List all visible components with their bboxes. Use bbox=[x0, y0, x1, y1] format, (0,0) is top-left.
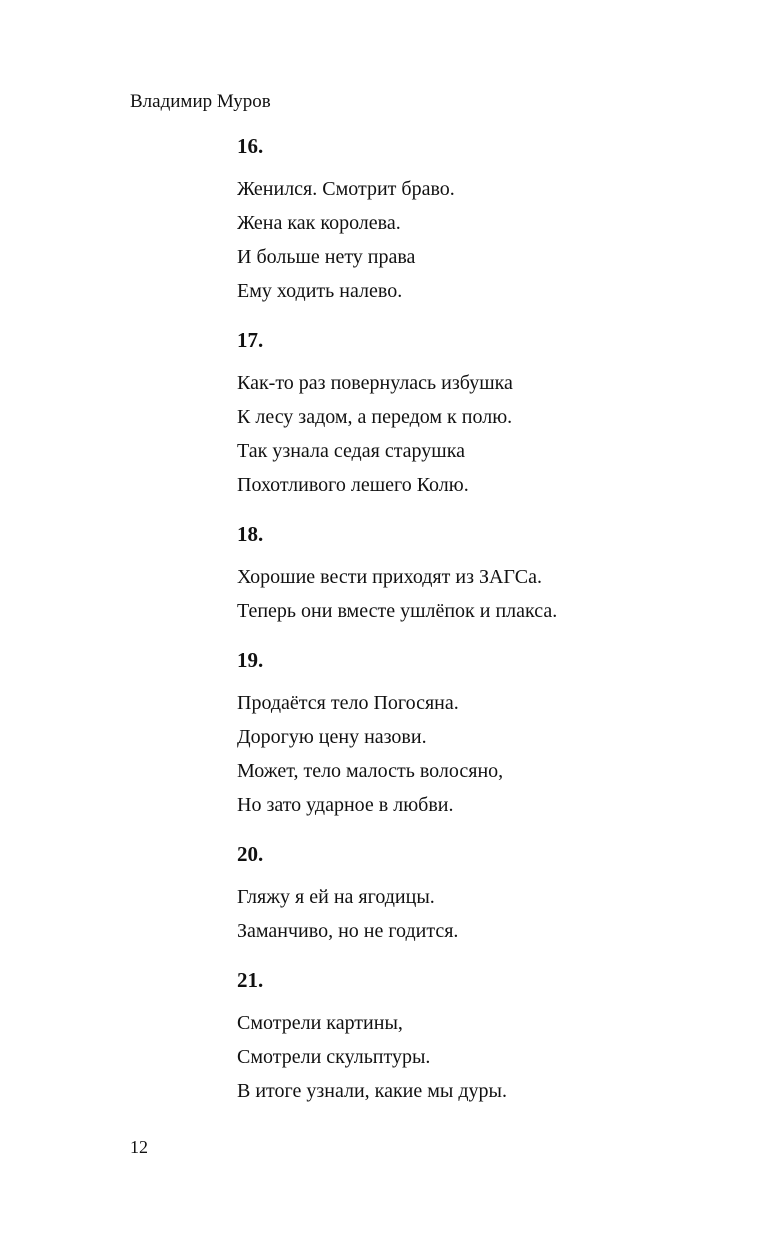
poem-line: Хорошие вести приходят из ЗАГСа. bbox=[237, 566, 542, 588]
poem-line: Но зато ударное в любви. bbox=[237, 794, 454, 816]
poem-line: К лесу задом, а передом к полю. bbox=[237, 406, 513, 428]
poem-line: Гляжу я ей на ягодицы. bbox=[237, 886, 435, 908]
poem-20 bbox=[237, 841, 737, 948]
poem-line: Дорогую цену назови. bbox=[237, 726, 427, 748]
poem-number: 18. bbox=[237, 522, 264, 546]
poem-number: 16. bbox=[237, 134, 264, 158]
poem-number: 21. bbox=[237, 968, 264, 992]
poem-line: Жена как королева. bbox=[237, 212, 401, 234]
page-number: 12 bbox=[130, 1137, 148, 1157]
poem-line: Похотливого лешего Колю. bbox=[237, 474, 469, 496]
poem-16 bbox=[237, 133, 737, 308]
poem-line: Теперь они вместе ушлёпок и плакса. bbox=[237, 600, 558, 622]
poem-line: Заманчиво, но не годится. bbox=[237, 920, 459, 942]
poem-number: 19. bbox=[237, 648, 264, 672]
poem-line: В итоге узнали, какие мы дуры. bbox=[237, 1080, 507, 1102]
poem-list bbox=[237, 133, 737, 1127]
poem-line: Смотрели скульптуры. bbox=[237, 1046, 431, 1068]
running-head-author: Владимир Муров bbox=[130, 91, 271, 112]
poem-line: Как-то раз повернулась избушка bbox=[237, 372, 513, 394]
poem-line: Женился. Смотрит браво. bbox=[237, 178, 455, 200]
poem-line: Продаётся тело Погосяна. bbox=[237, 692, 459, 714]
poem-line: И больше нету права bbox=[237, 246, 416, 268]
poem-line: Так узнала седая старушка bbox=[237, 440, 465, 462]
poem-number: 17. bbox=[237, 328, 264, 352]
poem-17 bbox=[237, 327, 737, 502]
poem-number: 20. bbox=[237, 842, 264, 866]
poem-line: Смотрели картины, bbox=[237, 1012, 403, 1034]
poem-line: Ему ходить налево. bbox=[237, 280, 403, 302]
poem-21 bbox=[237, 967, 737, 1108]
poem-line: Может, тело малость волосяно, bbox=[237, 760, 504, 782]
poem-18 bbox=[237, 521, 737, 628]
poem-19 bbox=[237, 647, 737, 822]
